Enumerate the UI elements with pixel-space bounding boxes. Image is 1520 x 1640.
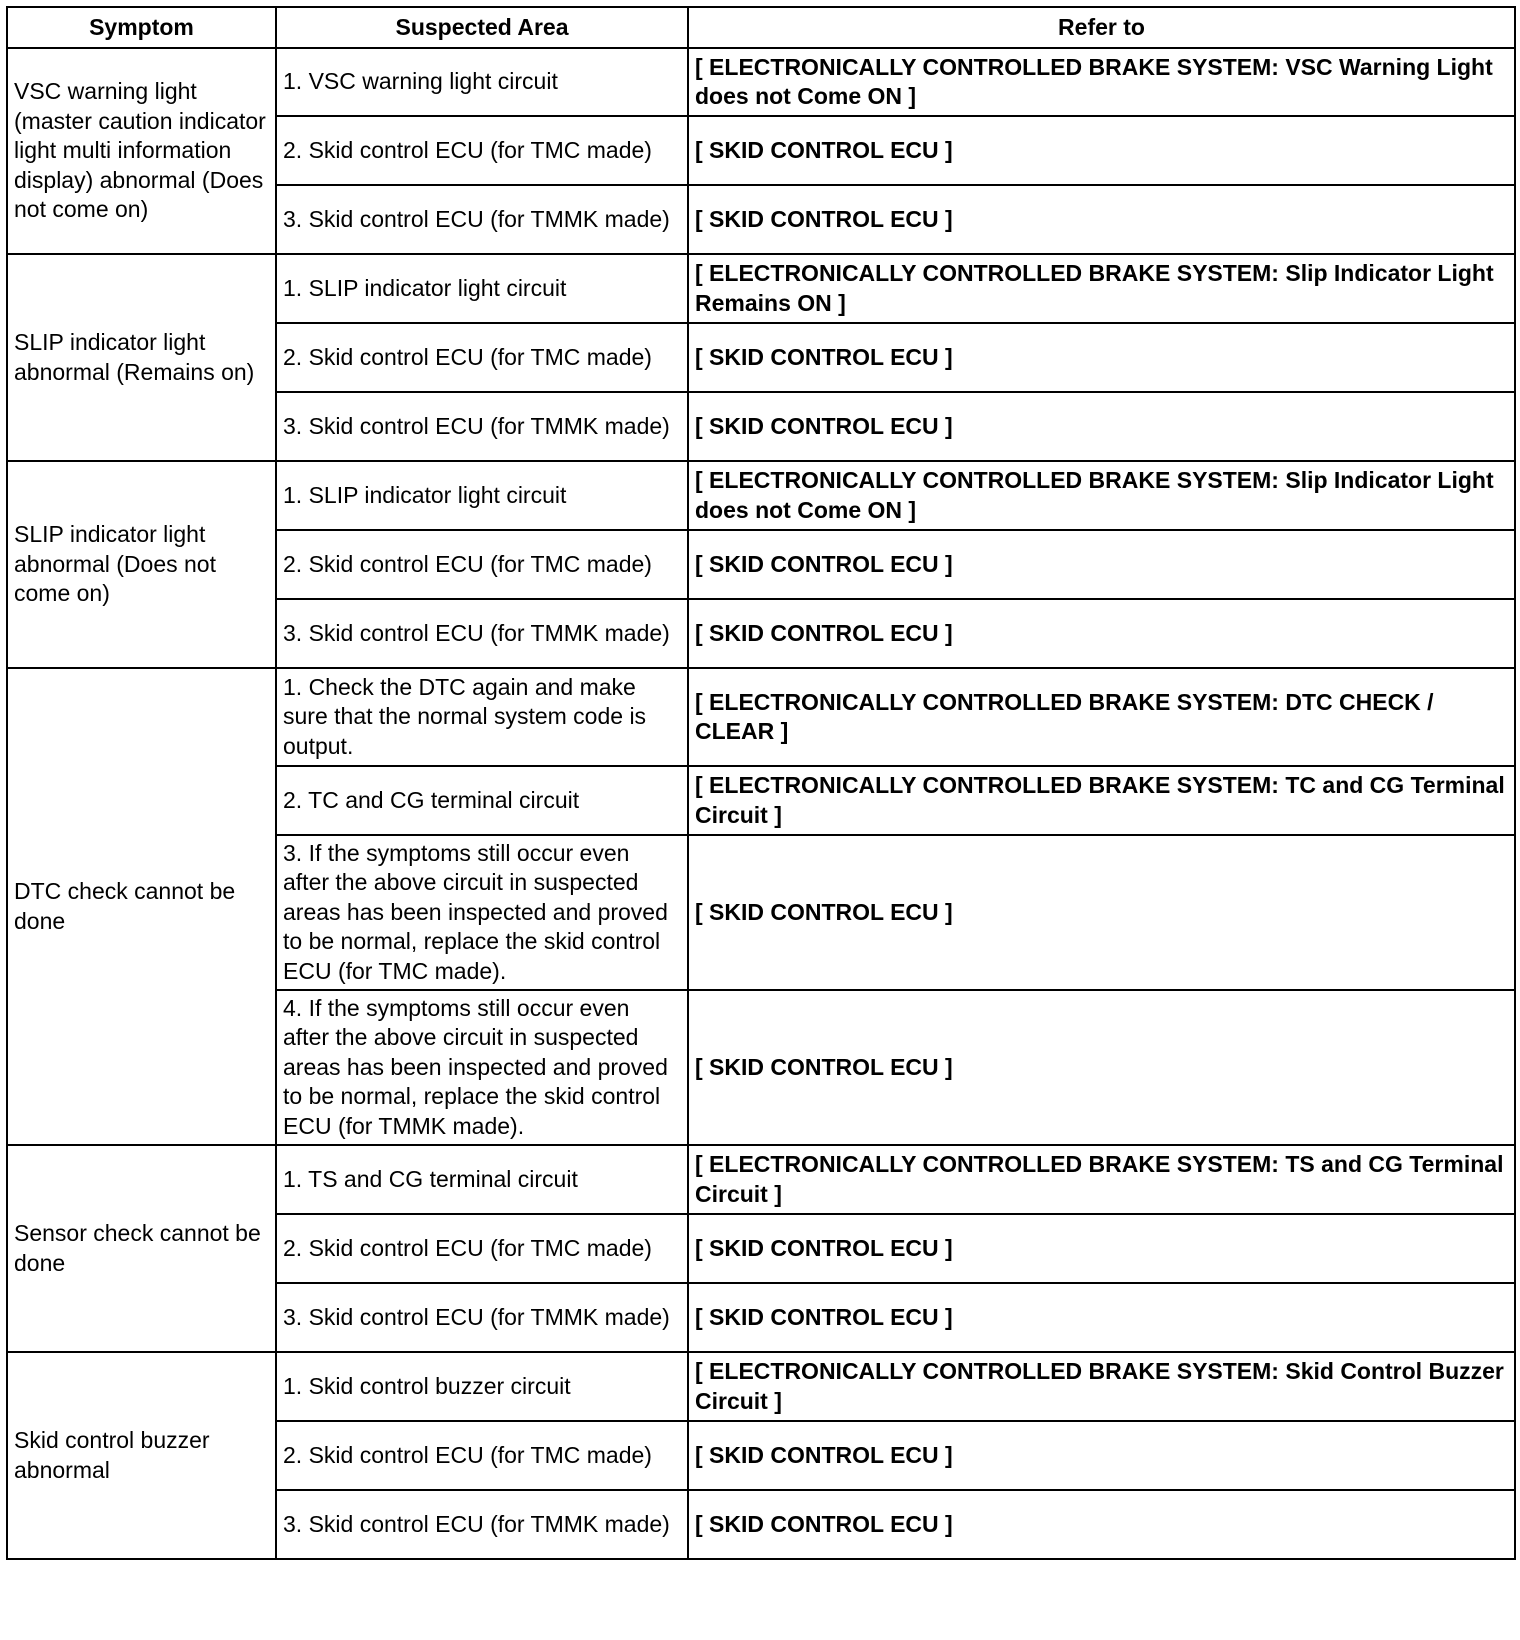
table-row [7,668,1515,766]
suspected-area-cell: 1. Skid control buzzer circuit [276,1352,688,1421]
table-row [7,461,1515,530]
suspected-area-cell: 1. VSC warning light circuit [276,48,688,116]
table-body [7,48,1515,1559]
refer-to-link[interactable]: [ SKID CONTROL ECU ] [688,323,1515,392]
symptom-cell: DTC check cannot be done [7,668,276,1145]
suspected-area-cell: 2. Skid control ECU (for TMC made) [276,116,688,185]
symptom-cell: SLIP indicator light abnormal (Does not come on) [7,461,276,668]
suspected-area-cell: 2. Skid control ECU (for TMC made) [276,323,688,392]
problem-symptoms-table [6,6,1516,1560]
refer-to-link[interactable]: [ SKID CONTROL ECU ] [688,835,1515,990]
table-row [7,254,1515,323]
refer-to-link[interactable]: [ ELECTRONICALLY CONTROLLED BRAKE SYSTEM: TC and CG Terminal Circuit ] [688,766,1515,835]
suspected-area-cell: 3. Skid control ECU (for TMMK made) [276,392,688,461]
suspected-area-cell: 1. Check the DTC again and make sure that the normal system code is output. [276,668,688,766]
suspected-area-cell: 2. TC and CG terminal circuit [276,766,688,835]
refer-to-link[interactable]: [ ELECTRONICALLY CONTROLLED BRAKE SYSTEM: Skid Control Buzzer Circuit ] [688,1352,1515,1421]
suspected-area-cell: 4. If the symptoms still occur even after the above circuit in suspected areas has been inspected and proved to be normal, replace the skid control ECU (for TMMK made). [276,990,688,1145]
refer-to-link[interactable]: [ ELECTRONICALLY CONTROLLED BRAKE SYSTEM: TS and CG Terminal Circuit ] [688,1145,1515,1214]
suspected-area-cell: 2. Skid control ECU (for TMC made) [276,530,688,599]
header-row [7,7,1515,48]
refer-to-link[interactable]: [ SKID CONTROL ECU ] [688,1283,1515,1352]
refer-to-link[interactable]: [ SKID CONTROL ECU ] [688,530,1515,599]
symptom-cell: Skid control buzzer abnormal [7,1352,276,1559]
suspected-area-cell: 3. Skid control ECU (for TMMK made) [276,599,688,668]
table-row [7,1352,1515,1421]
suspected-area-cell: 3. Skid control ECU (for TMMK made) [276,1490,688,1559]
refer-to-link[interactable]: [ SKID CONTROL ECU ] [688,185,1515,254]
suspected-area-cell: 2. Skid control ECU (for TMC made) [276,1421,688,1490]
suspected-area-cell: 1. TS and CG terminal circuit [276,1145,688,1214]
refer-to-link[interactable]: [ SKID CONTROL ECU ] [688,1214,1515,1283]
table-row [7,1145,1515,1214]
suspected-area-cell: 1. SLIP indicator light circuit [276,461,688,530]
symptom-cell: Sensor check cannot be done [7,1145,276,1352]
refer-to-link[interactable]: [ SKID CONTROL ECU ] [688,1490,1515,1559]
refer-to-link[interactable]: [ SKID CONTROL ECU ] [688,990,1515,1145]
refer-to-link[interactable]: [ ELECTRONICALLY CONTROLLED BRAKE SYSTEM: Slip Indicator Light Remains ON ] [688,254,1515,323]
table-row [7,48,1515,116]
refer-to-link[interactable]: [ SKID CONTROL ECU ] [688,116,1515,185]
symptom-cell: SLIP indicator light abnormal (Remains on) [7,254,276,461]
refer-to-link[interactable]: [ ELECTRONICALLY CONTROLLED BRAKE SYSTEM: Slip Indicator Light does not Come ON ] [688,461,1515,530]
header-refer-to: Refer to [688,7,1515,48]
suspected-area-cell: 3. Skid control ECU (for TMMK made) [276,185,688,254]
suspected-area-cell: 1. SLIP indicator light circuit [276,254,688,323]
suspected-area-cell: 3. If the symptoms still occur even after the above circuit in suspected areas has been inspected and proved to be normal, replace the skid control ECU (for TMC made). [276,835,688,990]
refer-to-link[interactable]: [ SKID CONTROL ECU ] [688,1421,1515,1490]
refer-to-link[interactable]: [ SKID CONTROL ECU ] [688,392,1515,461]
refer-to-link[interactable]: [ SKID CONTROL ECU ] [688,599,1515,668]
refer-to-link[interactable]: [ ELECTRONICALLY CONTROLLED BRAKE SYSTEM: DTC CHECK / CLEAR ] [688,668,1515,766]
symptom-cell: VSC warning light (master caution indicator light multi information display) abnormal (Does not come on) [7,48,276,254]
refer-to-link[interactable]: [ ELECTRONICALLY CONTROLLED BRAKE SYSTEM: VSC Warning Light does not Come ON ] [688,48,1515,116]
header-suspected-area: Suspected Area [276,7,688,48]
suspected-area-cell: 3. Skid control ECU (for TMMK made) [276,1283,688,1352]
header-symptom: Symptom [7,7,276,48]
suspected-area-cell: 2. Skid control ECU (for TMC made) [276,1214,688,1283]
